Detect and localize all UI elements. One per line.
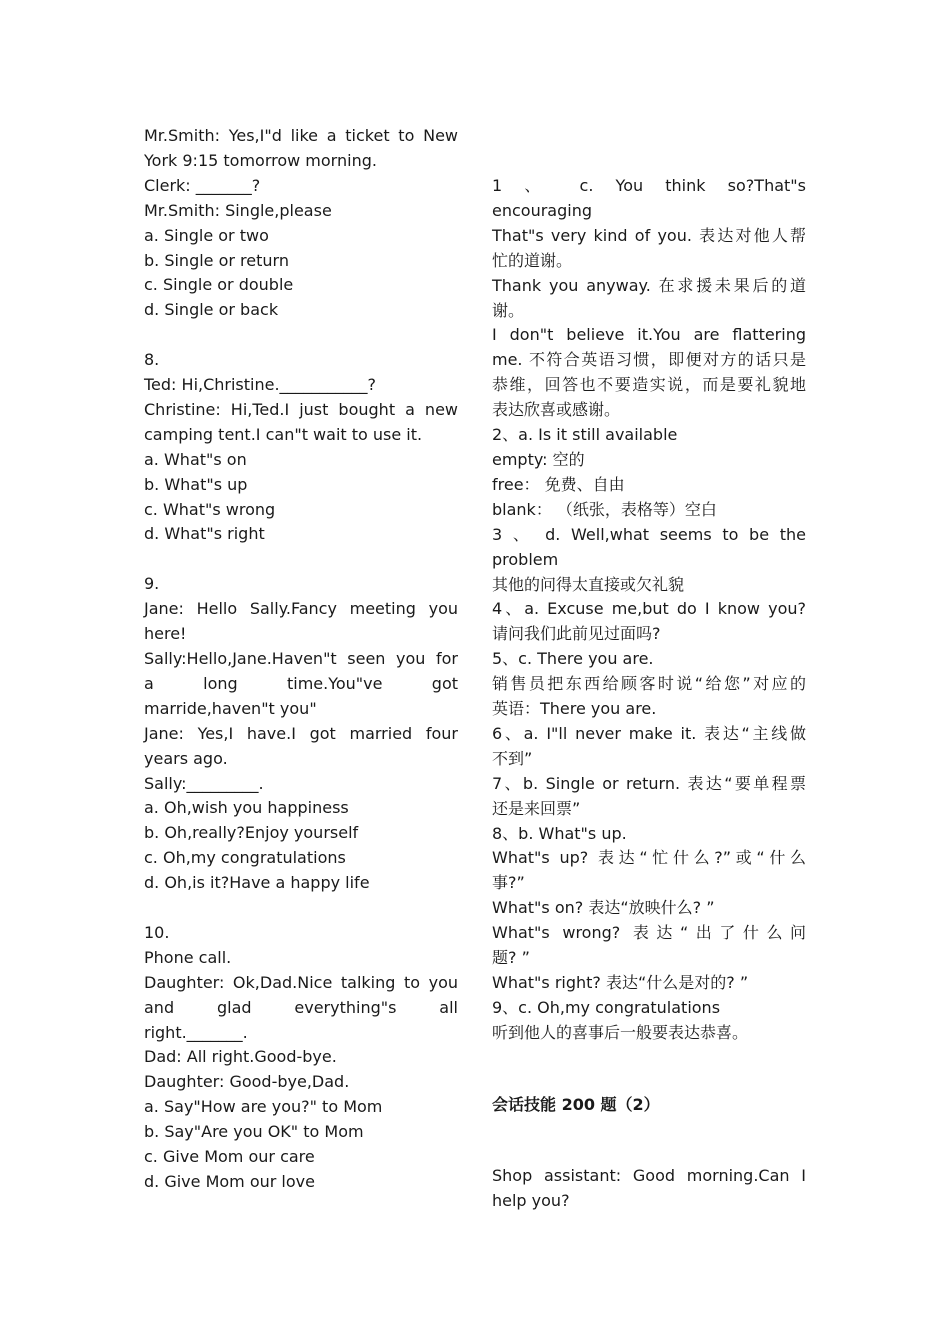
option-a: a. Say"How are you?" to Mom xyxy=(144,1097,383,1117)
next-question-line: help you? xyxy=(492,1190,570,1210)
question-10-line: Daughter: Ok,Dad.Nice talking to you xyxy=(144,972,458,992)
answer-1-line: 谢。 xyxy=(492,300,525,320)
option-b: b. Oh,really?Enjoy yourself xyxy=(144,823,359,843)
answer-8-line: 8、b. What"s up. xyxy=(492,823,627,843)
answer-7-line: 7、b. Single or return. 表达“要单程票 xyxy=(492,773,806,793)
answer-3-line: problem xyxy=(492,549,559,569)
spacer xyxy=(492,1118,806,1164)
option-d: d. What"s right xyxy=(144,524,265,544)
spacer xyxy=(144,323,458,348)
option-c: c. Single or double xyxy=(144,275,294,295)
question-7-line: Mr.Smith: Single,please xyxy=(144,200,332,220)
question-8-line: camping tent.I can"t wait to use it. xyxy=(144,424,423,444)
answer-1-line: 恭维，回答也不要造实说，而是要礼貌地 xyxy=(492,375,806,395)
option-b: b. Single or return xyxy=(144,250,289,270)
question-9-line: Sally:_________. xyxy=(144,773,264,793)
answer-3-line: 其他的问得太直接或欠礼貌 xyxy=(492,574,685,594)
question-10-line: Phone call. xyxy=(144,947,232,967)
right-column xyxy=(492,174,806,1213)
question-8-line: Ted: Hi,Christine.___________? xyxy=(144,375,377,395)
answer-6-line: 6、a. I"ll never make it. 表达“主线做 xyxy=(492,723,806,743)
answer-8-line: 事?” xyxy=(492,873,525,893)
left-column xyxy=(144,124,458,1195)
option-a: a. Single or two xyxy=(144,225,269,245)
answer-9-line: 9、c. Oh,my congratulations xyxy=(492,997,721,1017)
answer-2-line: empty: 空的 xyxy=(492,449,585,469)
answer-1-line: I don"t believe it.You are flattering xyxy=(492,325,806,345)
option-a: a. What"s on xyxy=(144,449,247,469)
spacer xyxy=(144,547,458,572)
question-9-line: a long time.You"ve got xyxy=(144,673,458,693)
question-9-line: Jane: Hello Sally.Fancy meeting you xyxy=(144,599,458,619)
question-number: 9. xyxy=(144,574,160,594)
answer-4-line: 4、a. Excuse me,but do I know you? xyxy=(492,599,806,619)
spacer xyxy=(144,896,458,921)
question-9-line: Sally:Hello,Jane.Haven"t seen you for xyxy=(144,649,458,668)
spacer xyxy=(492,1046,806,1093)
option-c: c. What"s wrong xyxy=(144,499,276,519)
answer-7-line: 还是来回票” xyxy=(492,798,581,818)
answer-8-line: What"s right? 表达“什么是对的? ” xyxy=(492,973,749,992)
answer-8-line: What"s up? 表达“忙什么?”或“什么 xyxy=(492,848,806,868)
answer-8-line: What"s wrong? 表达“出了什么问 xyxy=(492,923,806,943)
answer-1-line: me. 不符合英语习惯，即便对方的话只是 xyxy=(492,350,806,370)
answer-2-line: free： 免费、自由 xyxy=(492,474,625,494)
option-c: c. Oh,my congratulations xyxy=(144,848,346,868)
answer-2-line: blank： （纸张，表格等）空白 xyxy=(492,499,717,519)
answer-1-line: 1 、 c. You think so?That"s xyxy=(492,176,806,195)
question-number: 8. xyxy=(144,350,160,370)
answer-3-line: 3 、 d. Well,what seems to be the xyxy=(492,524,806,544)
option-d: d. Oh,is it?Have a happy life xyxy=(144,873,370,893)
answer-8-line: What"s on? 表达“放映什么? ” xyxy=(492,898,715,918)
option-b: b. What"s up xyxy=(144,474,248,494)
answer-2-line: 2、a. Is it still available xyxy=(492,425,678,445)
question-9-line: marride,haven"t you" xyxy=(144,698,317,718)
question-9-line: here! xyxy=(144,624,187,644)
option-a: a. Oh,wish you happiness xyxy=(144,798,349,818)
question-9-line: years ago. xyxy=(144,748,228,768)
question-10-line: Daughter: Good-bye,Dad. xyxy=(144,1072,350,1092)
option-d: d. Give Mom our love xyxy=(144,1172,315,1192)
question-7-line: Mr.Smith: Yes,I"d like a ticket to New xyxy=(144,126,458,145)
answer-1-line: Thank you anyway. 在求援未果后的道 xyxy=(492,275,806,295)
option-d: d. Single or back xyxy=(144,300,279,320)
answer-5-line: 英语：There you are. xyxy=(492,699,657,719)
answer-8-line: 题? ” xyxy=(492,948,530,968)
question-9-line: Jane: Yes,I have.I got married four xyxy=(144,723,458,743)
question-10-line: Dad: All right.Good-bye. xyxy=(144,1047,337,1067)
answer-5-line: 5、c. There you are. xyxy=(492,649,654,669)
answer-1-line: 忙的道谢。 xyxy=(492,250,573,270)
question-7-line: York 9:15 tomorrow morning. xyxy=(144,150,377,170)
option-b: b. Say"Are you OK" to Mom xyxy=(144,1122,364,1142)
answer-9-line: 听到他人的喜事后一般要表达恭喜。 xyxy=(492,1022,749,1042)
question-10-line: right._______. xyxy=(144,1022,248,1042)
question-10-line: and glad everything"s all xyxy=(144,997,458,1017)
answer-5-line: 销售员把东西给顾客时说“给您”对应的 xyxy=(492,674,806,694)
question-7-line: Clerk: _______? xyxy=(144,175,261,195)
answer-6-line: 不到” xyxy=(492,748,533,768)
question-8-line: Christine: Hi,Ted.I just bought a new xyxy=(144,399,458,419)
answer-1-line: 表达欣喜或感谢。 xyxy=(492,400,621,420)
option-c: c. Give Mom our care xyxy=(144,1147,315,1167)
next-question-line: Shop assistant: Good morning.Can I xyxy=(492,1165,806,1185)
question-number: 10. xyxy=(144,922,170,942)
answer-1-line: encouraging xyxy=(492,200,592,220)
answer-4-line: 请问我们此前见过面吗? xyxy=(492,624,661,644)
answer-1-line: That"s very kind of you. 表达对他人帮 xyxy=(492,225,806,245)
section-heading: 会话技能 200 题（2） xyxy=(492,1094,660,1114)
